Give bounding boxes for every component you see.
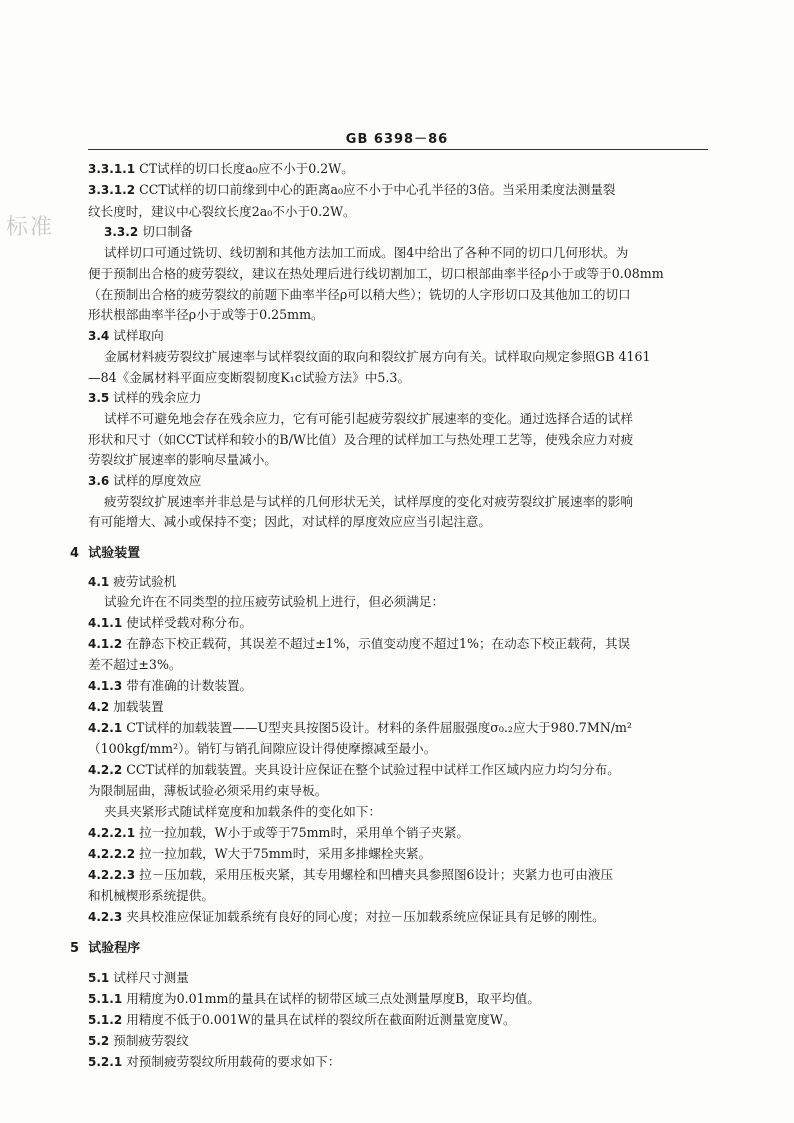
text-line: 金属材料疲劳裂纹扩展速率与试样裂纹面的取向和裂纹扩展方向有关。试样取向规定参照GB 4161: [104, 349, 651, 364]
section-heading: 3.5 试样的残余应力: [88, 390, 202, 405]
text-line: 试样切口可通过铣切、线切割和其他方法加工而成。图4中给出了各种不同的切口几何形状。为: [104, 245, 629, 260]
text-line: 5.2.1 对预制疲劳裂纹所用载荷的要求如下：: [88, 1054, 341, 1069]
text-line: 4.1.1 使试样受载对称分布。: [88, 615, 253, 630]
text-line: 3.3.1.1 CT试样的切口长度a₀应不小于0.2W。: [88, 161, 354, 176]
text-line: 4.2.2.2 拉一拉加载，W大于75mm时，采用多排螺栓夹紧。: [88, 846, 432, 861]
section-heading: 3.4 试样取向: [88, 328, 164, 343]
text-line: —84《金属材料平面应变断裂韧度K₁c试验方法》中5.3。: [88, 370, 411, 385]
section-heading: 5.2 预制疲劳裂纹: [88, 1033, 189, 1048]
text-line: 4.2.3 夹具校准应保证加载系统有良好的同心度；对拉－压加载系统应保证具有足够的刚性。: [88, 909, 605, 924]
text-line: 纹长度时，建议中心裂纹长度2a₀不小于0.2W。: [88, 204, 356, 219]
text-line: 疲劳裂纹扩展速率并非总是与试样的几何形状无关，试样厚度的变化对疲劳裂纹扩展速率的影响: [104, 494, 633, 509]
text-line: 4.1.3 带有准确的计数装置。: [88, 678, 253, 693]
chapter-heading: 5 试验程序: [70, 941, 141, 956]
section-heading: 3.6 试样的厚度效应: [88, 473, 202, 488]
text-line: 3.3.1.2 CCT试样的切口前缘到中心的距离a₀应不小于中心孔半径的3倍。当采用柔度法测量裂: [88, 182, 616, 197]
text-line: 差不超过±3%。: [88, 657, 182, 672]
text-line: 4.2.1 CT试样的加载装置——U型夹具按图5设计。材料的条件屈服强度σ₀.₂应大于980.7MN/m²: [88, 720, 632, 735]
text-line: 形状和尺寸（如CCT试样和较小的B/W比值）及合理的试样加工与热处理工艺等，使残余应力对疲: [88, 432, 634, 447]
header-rule: [88, 149, 708, 150]
page-header: GB 6398－86: [345, 132, 449, 147]
text-line: 有可能增大、减小或保持不变；因此，对试样的厚度效应应当引起注意。: [88, 514, 491, 529]
text-line: 形状根部曲率半径ρ小于或等于0.25mm。: [88, 307, 324, 322]
text-line: 4.2.2 CCT试样的加载装置。夹具设计应保证在整个试验过程中试样工作区域内应力均匀分布。: [88, 762, 620, 777]
text-line: 夹具夹紧形式随试样宽度和加载条件的变化如下：: [104, 804, 382, 819]
text-line: 为限制屈曲，薄板试验必须采用约束导板。: [88, 783, 328, 798]
text-line: 5.1.1 用精度为0.01mm的量具在试样的韧带区域三点处测量厚度B，取平均值。: [88, 991, 540, 1006]
section-heading: 3.3.2 切口制备: [104, 224, 193, 239]
text-line: 4.2.2.1 拉一拉加载，W小于或等于75mm时，采用单个销子夹紧。: [88, 825, 470, 840]
text-line: 劳裂纹扩展速率的影响尽量减小。: [88, 452, 277, 467]
section-heading: 5.1 试样尺寸测量: [88, 970, 189, 985]
text-line: 5.1.2 用精度不低于0.001W的量具在试样的裂纹所在截面附近测量宽度W。: [88, 1012, 516, 1027]
chapter-heading: 4 试验装置: [70, 546, 141, 561]
section-heading: 4.2 加载装置: [88, 699, 164, 714]
text-line: 试验允许在不同类型的拉压疲劳试验机上进行，但必须满足：: [104, 594, 445, 609]
text-line: 便于预制出合格的疲劳裂纹，建议在热处理后进行线切割加工，切口根部曲率半径ρ小于或等于0.08mm: [88, 266, 664, 281]
text-line: （在预制出合格的疲劳裂纹的前题下曲率半径ρ可以稍大些）；铣切的人字形切口及其他加工的切口: [88, 287, 631, 302]
text-line: 试样不可避免地会存在残余应力，它有可能引起疲劳裂纹扩展速率的变化。通过选择合适的试样: [104, 411, 633, 426]
section-heading: 4.1 疲劳试验机: [88, 574, 177, 589]
text-line: 和机械楔形系统提供。: [88, 888, 214, 903]
margin-stamp: 标准: [6, 215, 55, 240]
text-line: 4.1.2 在静态下校正载荷，其误差不超过±1%，示值变动度不超过1%；在动态下校正载荷，其误: [88, 636, 631, 651]
text-line: （100kgf/mm²）。销钉与销孔间隙应设计得使摩擦减至最小。: [88, 741, 437, 756]
text-line: 4.2.2.3 拉－压加载，采用压板夹紧，其专用螺栓和凹槽夹具参照图6设计；夹紧力也可由液压: [88, 867, 614, 882]
